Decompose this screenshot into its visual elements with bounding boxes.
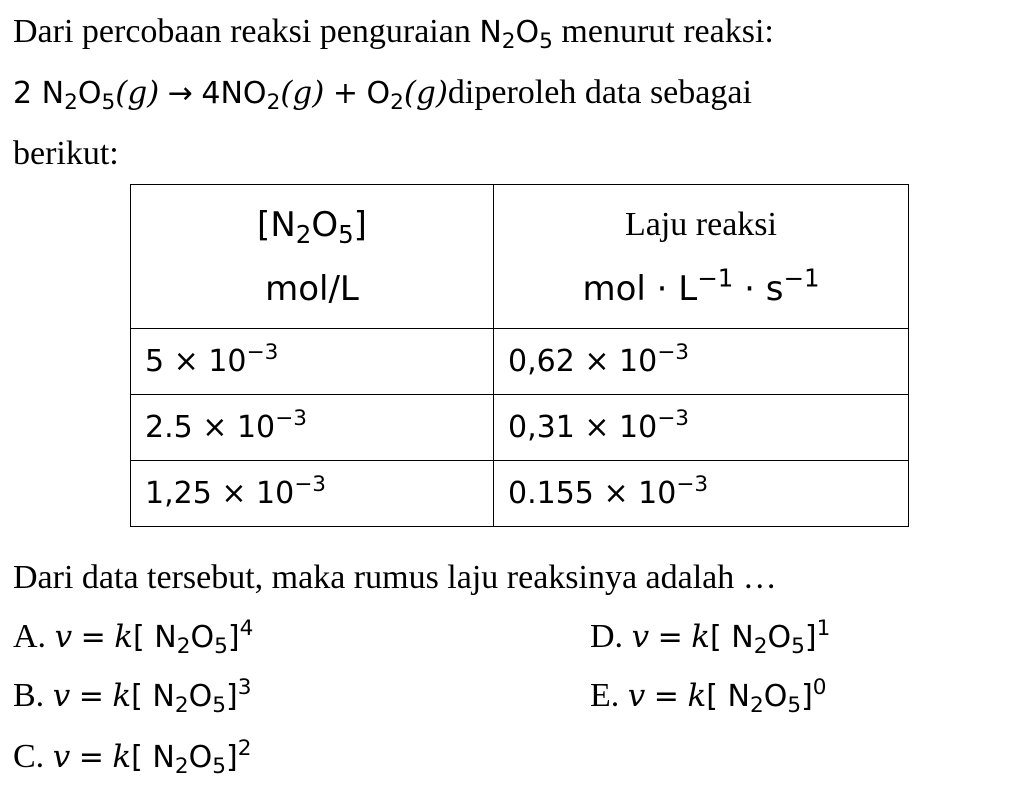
table-row: $1,25 \times 10^{-3}$ $0.155 \times 10^{-3}$ — [131, 461, 909, 527]
compound-n2o5: $N_2O_5$ — [479, 15, 553, 55]
table-header-row — [131, 185, 909, 329]
table-row: $2.5 \times 10^{-3}$ $0,31 \times 10^{-3}$ — [131, 395, 909, 461]
question-text: Dari data tersebut, maka rumus laju reaksinya adalah … — [13, 559, 777, 596]
reaction-equation: 2 $N_2O_5(g) \to 4NO_2(g)$ + $O_2(g)diperoleh$ data sebagai — [13, 74, 752, 116]
intro-line-1: Dari percobaan reaksi penguraian $N_2O_5$ menurut reaksi: — [13, 13, 774, 55]
reaction-arrow: → — [167, 76, 193, 111]
data-table — [130, 184, 909, 527]
option-e[interactable]: E. v = k[ $N_2O_5]^0$ — [590, 675, 827, 719]
option-c[interactable]: C. v = k[ $N_2O_5]^2$ — [13, 736, 252, 780]
table-row: $5 \times 10^{-3}$ $0,62 \times 10^{-3}$ — [131, 329, 909, 395]
intro-line-3: berikut: — [13, 135, 119, 172]
option-a[interactable]: A. v = k[ $N_2O_5]^4$ — [13, 616, 254, 660]
option-b[interactable]: B. v = k[ $N_2O_5]^3$ — [13, 675, 252, 719]
header-rate: Laju reaksi mol · $L^{-1} \cdot s^{-1}$ — [494, 185, 909, 329]
header-concentration: $[N_2O_5]$ mol/L — [131, 185, 494, 329]
option-d[interactable]: D. v = k[ $N_2O_5]^1$ — [590, 616, 831, 660]
